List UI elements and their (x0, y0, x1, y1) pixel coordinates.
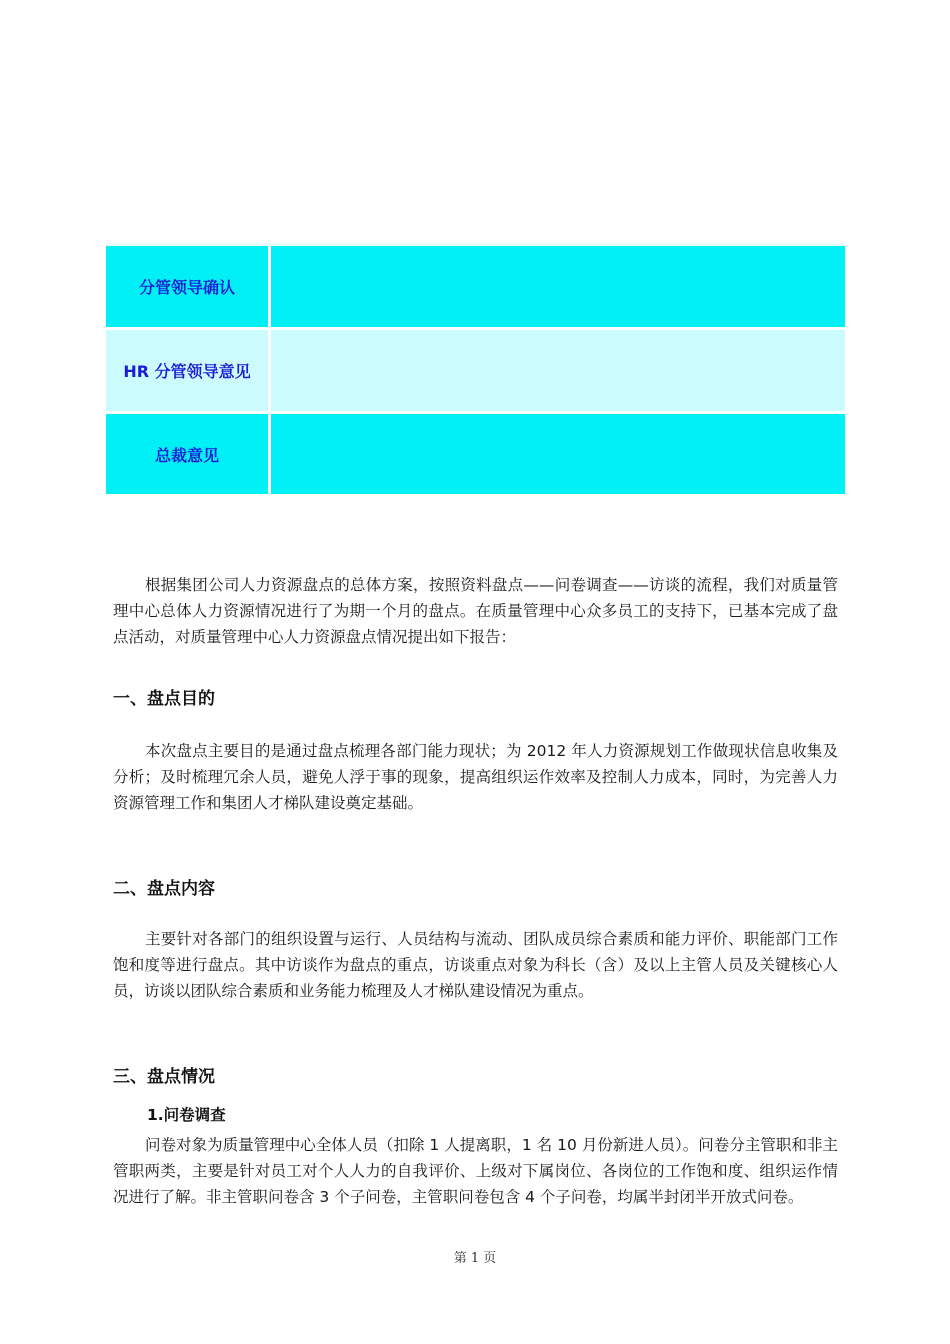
page-number: 第 1 页 (453, 1251, 497, 1266)
section-heading-content: 二、盘点内容 (113, 879, 215, 899)
subsection-heading-questionnaire: 1.问卷调查 (147, 1106, 226, 1124)
section-heading-purpose: 一、盘点目的 (113, 689, 215, 709)
row-label-hr-leader: HR 分管领导意见 (106, 330, 271, 414)
row-label-division-leader: 分管领导确认 (106, 246, 271, 330)
intro-paragraph: 根据集团公司人力资源盘点的总体方案，按照资料盘点——问卷调查——访谈的流程，我们对质量管理中心总体人力资源情况进行了为期一个月的盘点。在质量管理中心众多员工的支持下，已基本完成了盘点活动，对质量管理中心人力资源盘点情况提出如下报告： (113, 576, 838, 646)
section-body-content: 主要针对各部门的组织设置与运行、人员结构与流动、团队成员综合素质和能力评价、职能部门工作饱和度等进行盘点。其中访谈作为盘点的重点，访谈重点对象为科长（含）及以上主管人员及关键核心人员，访谈以团队综合素质和业务能力梳理及人才梯队建设情况为重点。 (113, 930, 838, 1000)
table-row (106, 330, 845, 414)
approval-table (106, 246, 845, 494)
row-value-division-leader[interactable] (271, 246, 845, 330)
row-value-president[interactable] (271, 414, 845, 494)
table-row (106, 414, 845, 494)
section-body-purpose: 本次盘点主要目的是通过盘点梳理各部门能力现状；为 2012 年人力资源规划工作做现状信息收集及分析；及时梳理冗余人员，避免人浮于事的现象，提高组织运作效率及控制人力成本，同时，为完善人力资源管理工作和集团人才梯队建设奠定基础。 (113, 742, 838, 812)
section-body-questionnaire: 问卷对象为质量管理中心全体人员（扣除 1 人提离职，1 名 10 月份新进人员）。问卷分主管职和非主管职两类，主要是针对员工对个人人力的自我评价、上级对下属岗位、各岗位的工作饱和度、组织运作情况进行了解。非主管职问卷含 3 个子问卷，主管职问卷包含 4 个子问卷，均属半封闭半开放式问卷。 (113, 1136, 838, 1206)
row-label-president: 总裁意见 (106, 414, 271, 494)
report-body (113, 572, 838, 1210)
table-row (106, 246, 845, 330)
row-value-hr-leader[interactable] (271, 330, 845, 414)
section-heading-status: 三、盘点情况 (113, 1067, 215, 1087)
